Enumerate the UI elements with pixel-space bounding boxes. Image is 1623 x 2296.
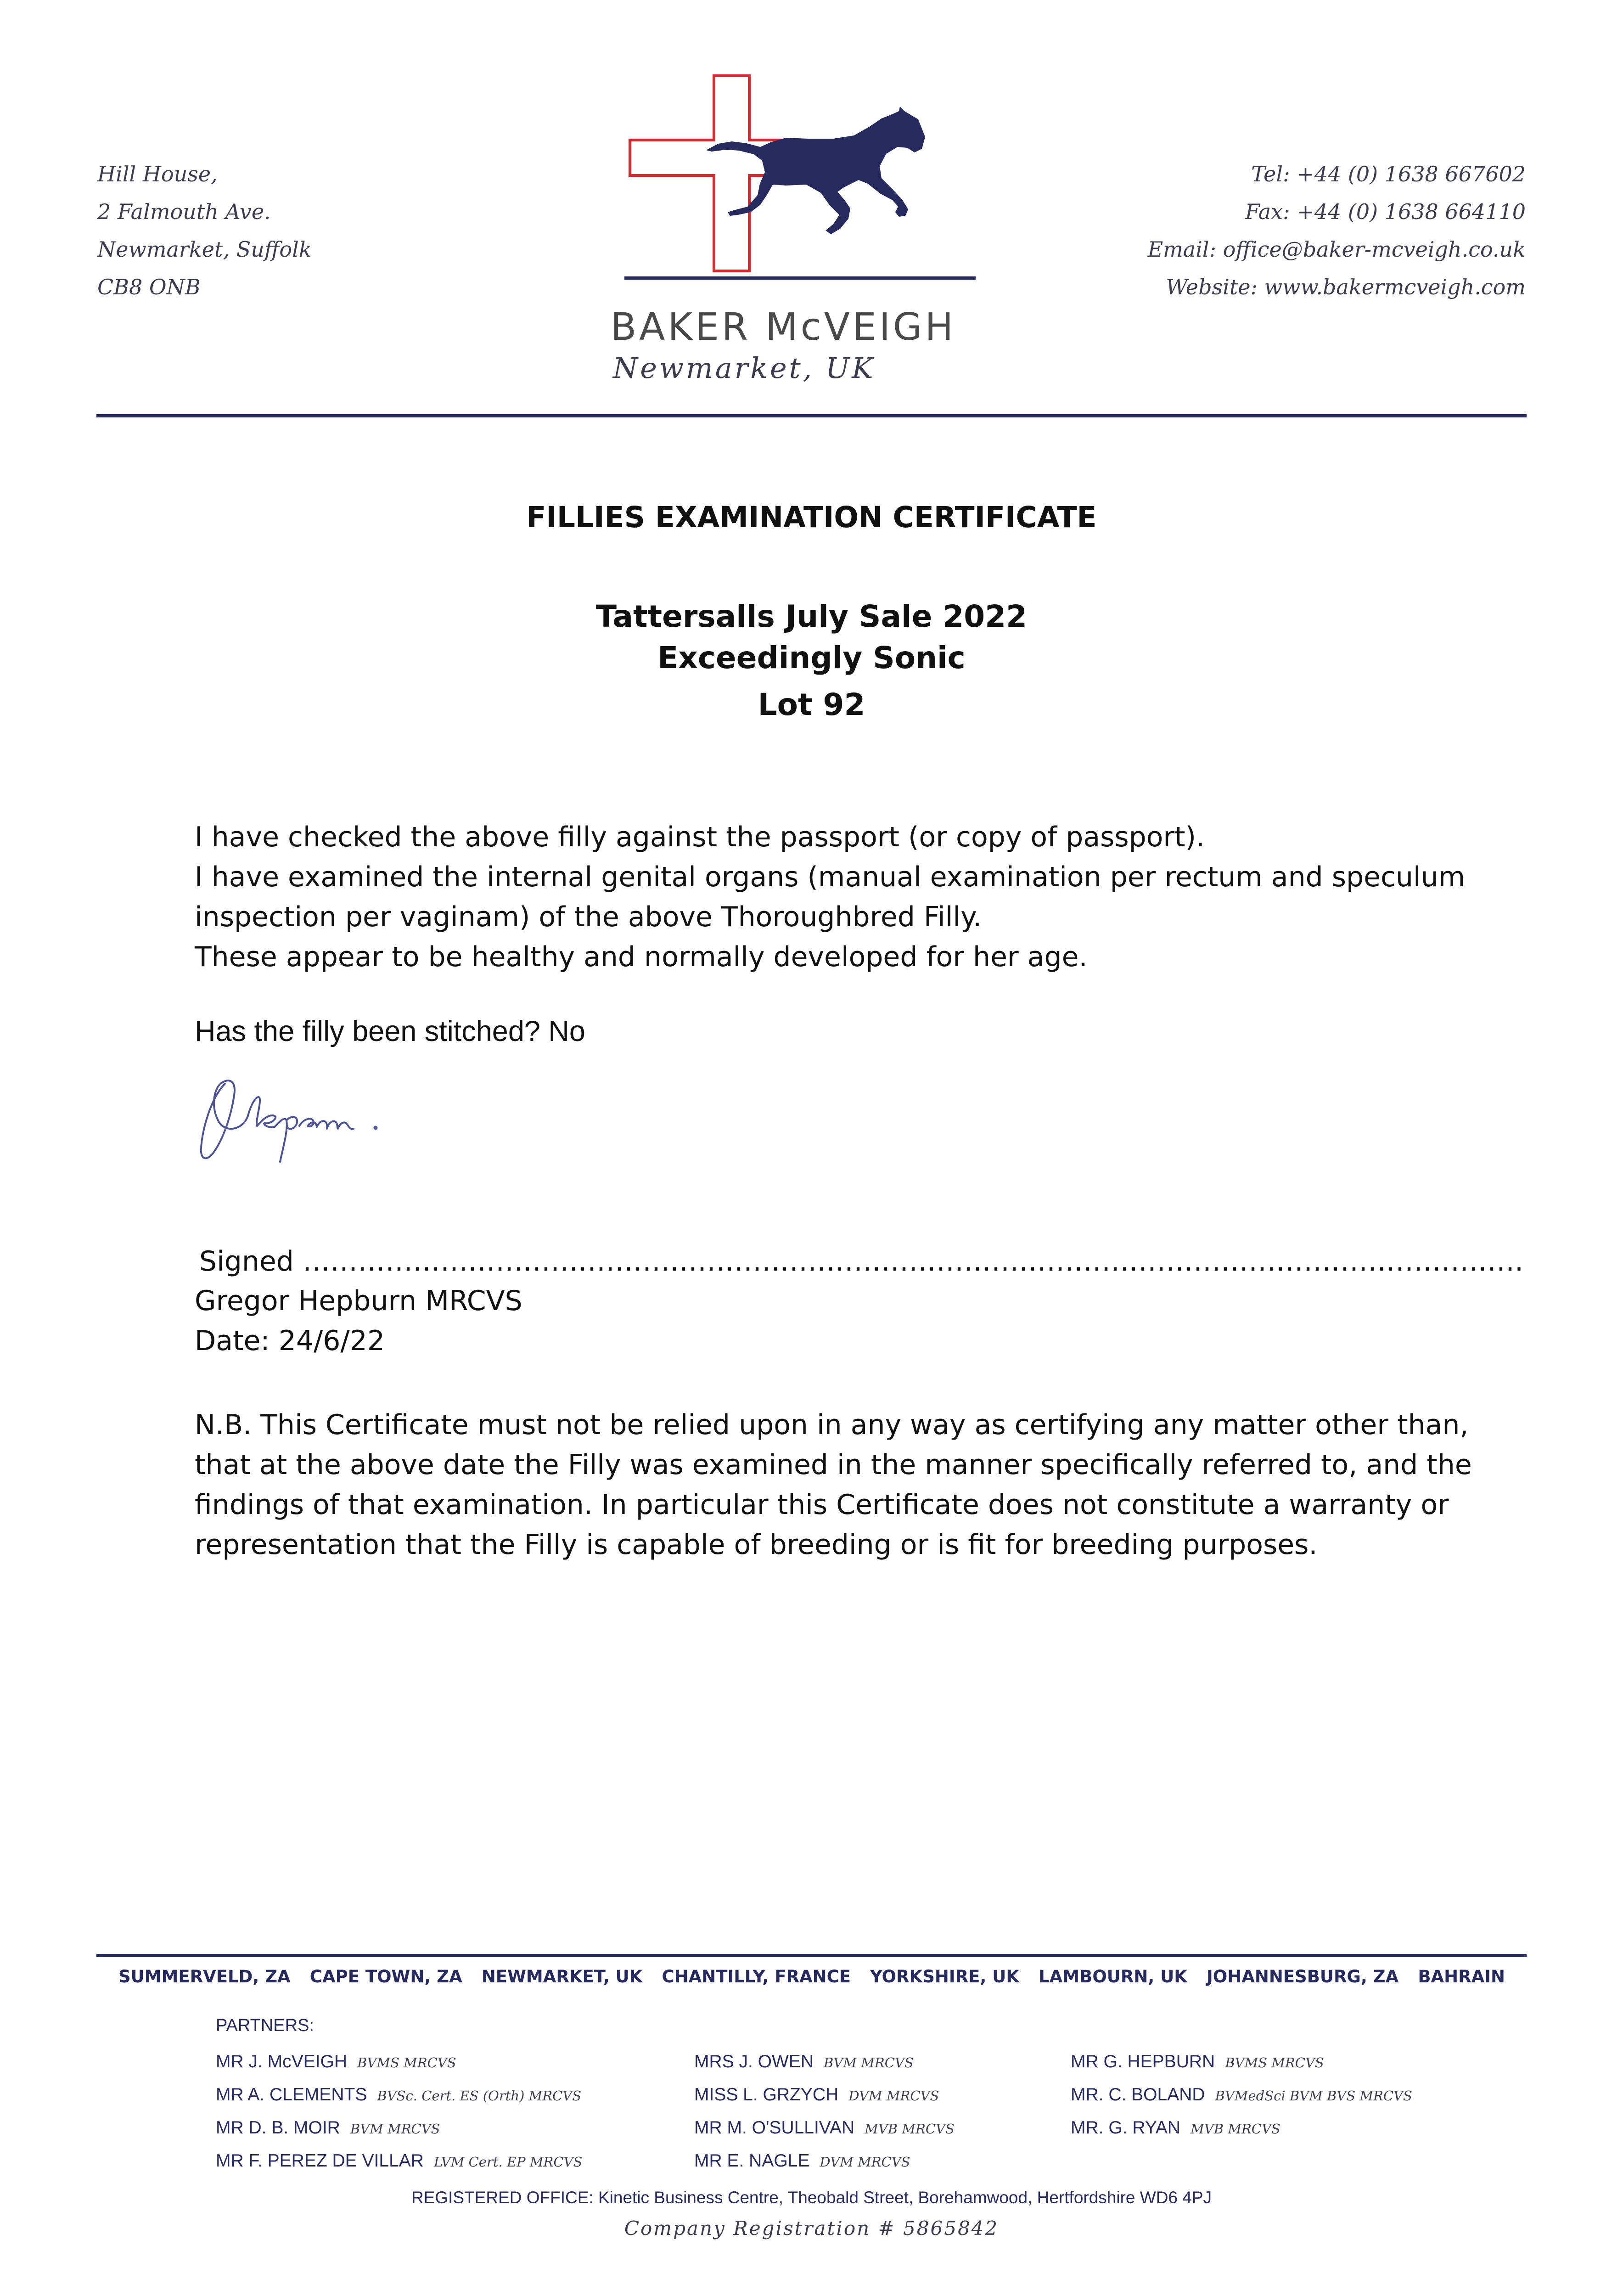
partner-qualifications: BVSc. Cert. ES (Orth) MRCVS [377, 2088, 582, 2104]
partner-qualifications: LVM Cert. EP MRCVS [433, 2154, 583, 2170]
signature-date: Date: 24/6/22 [195, 1325, 385, 1357]
disclaimer-line: that at the above date the Filly was examined in the manner specifically referred to, and the [195, 1449, 1472, 1481]
partner-qualifications: MVB MRCVS [1191, 2121, 1280, 2137]
partner-qualifications: BVMS MRCVS [357, 2055, 456, 2071]
partner-name: MR. G. RYAN [1071, 2118, 1181, 2138]
disclaimer [195, 1405, 1472, 1565]
partner-name: MR D. B. MOIR [216, 2118, 340, 2138]
partner-qualifications: BVMedSci BVM BVS MRCVS [1215, 2088, 1412, 2104]
fax-number: Fax: +44 (0) 1638 664110 [1245, 199, 1526, 224]
disclaimer-line: findings of that examination. In particular this Certificate does not constitute a warranty or [195, 1489, 1449, 1521]
partner-entry [694, 2046, 955, 2079]
brand-location: Newmarket, UK [613, 351, 876, 385]
partner-qualifications: DVM MRCVS [820, 2154, 910, 2170]
location-item: YORKSHIRE, UK [870, 1967, 1019, 1986]
company-registration: Company Registration # 5865842 [624, 2217, 999, 2240]
contact-block [1148, 155, 1526, 306]
partner-name: MR F. PEREZ DE VILLAR [216, 2151, 424, 2171]
partner-name: MR E. NAGLE [694, 2151, 810, 2171]
partner-entry [216, 2145, 582, 2178]
address-block [97, 155, 312, 306]
partner-entry [694, 2145, 955, 2178]
partner-name: MR M. O'SULLIVAN [694, 2118, 855, 2138]
address-line: CB8 ONB [97, 275, 201, 299]
phone-number: Tel: +44 (0) 1638 667602 [1251, 162, 1526, 186]
partner-entry [694, 2079, 955, 2112]
registered-office: REGISTERED OFFICE: Kinetic Business Centre, Theobald Street, Borehamwood, Hertfordshire WD6 4PJ [411, 2188, 1212, 2207]
partner-entry [1071, 2112, 1412, 2145]
partner-name: MR J. McVEIGH [216, 2052, 348, 2071]
lot-number: Lot 92 [758, 687, 865, 722]
partner-entry [216, 2079, 582, 2112]
partners-column [694, 2046, 955, 2178]
partner-qualifications: BVMS MRCVS [1225, 2055, 1324, 2071]
handwritten-signature [193, 1070, 413, 1176]
partner-qualifications: MVB MRCVS [865, 2121, 955, 2137]
statement-line: These appear to be healthy and normally developed for her age. [195, 941, 1088, 973]
location-item: NEWMARKET, UK [481, 1967, 643, 1986]
partner-entry [216, 2046, 582, 2079]
location-item: CHANTILLY, FRANCE [662, 1967, 851, 1986]
footer-divider [96, 1954, 1527, 1957]
header-divider [96, 414, 1527, 417]
location-item: BAHRAIN [1418, 1967, 1505, 1986]
email-address[interactable]: Email: office@baker-mcveigh.co.uk [1147, 237, 1526, 262]
partner-entry [1071, 2046, 1412, 2079]
signature-line: Signed ……………………………………………………………………………………………………………………. [199, 1245, 1524, 1277]
location-item: LAMBOURN, UK [1039, 1967, 1187, 1986]
page-title: FILLIES EXAMINATION CERTIFICATE [526, 501, 1097, 534]
partner-qualifications: DVM MRCVS [848, 2088, 939, 2104]
examination-statement [195, 817, 1466, 977]
partner-name: MR G. HEPBURN [1071, 2052, 1215, 2071]
statement-line: I have checked the above filly against the passport (or copy of passport). [195, 821, 1205, 853]
horse-icon [706, 107, 925, 234]
partners-column [1071, 2046, 1412, 2145]
partner-qualifications: BVM MRCVS [350, 2121, 440, 2137]
location-item: SUMMERVELD, ZA [118, 1967, 291, 1986]
disclaimer-line: representation that the Filly is capable of breeding or is fit for breeding purposes. [195, 1529, 1318, 1561]
partners-label: PARTNERS: [216, 2016, 314, 2035]
horse-name: Exceedingly Sonic [657, 640, 966, 675]
partner-qualifications: BVM MRCVS [824, 2055, 914, 2071]
statement-line: I have examined the internal genital organs (manual examination per rectum and speculum [195, 861, 1466, 893]
address-line: Newmarket, Suffolk [97, 237, 312, 262]
partner-name: MRS J. OWEN [694, 2052, 814, 2071]
location-item: JOHANNESBURG, ZA [1207, 1967, 1399, 1986]
stitched-question: Has the filly been stitched? No [195, 1015, 585, 1047]
address-line: 2 Falmouth Ave. [97, 199, 271, 224]
signer-name: Gregor Hepburn MRCVS [195, 1285, 522, 1317]
brand-name: BAKER McVEIGH [611, 305, 956, 349]
office-locations [118, 1967, 1505, 1986]
partner-entry [216, 2112, 582, 2145]
address-line: Hill House, [97, 162, 218, 186]
partner-entry [694, 2112, 955, 2145]
statement-line: inspection per vaginam) of the above Thoroughbred Filly. [195, 901, 982, 933]
disclaimer-line: N.B. This Certificate must not be relied upon in any way as certifying any matter other than, [195, 1409, 1469, 1441]
partner-name: MR A. CLEMENTS [216, 2085, 367, 2105]
sale-name: Tattersalls July Sale 2022 [595, 599, 1028, 634]
location-item: CAPE TOWN, ZA [309, 1967, 462, 1986]
horse-cross-logo [624, 69, 983, 326]
logo-underline [624, 276, 976, 280]
website-link[interactable]: Website: www.bakermcveigh.com [1166, 275, 1526, 299]
partner-name: MISS L. GRZYCH [694, 2085, 839, 2105]
partner-entry [1071, 2079, 1412, 2112]
partner-name: MR. C. BOLAND [1071, 2085, 1205, 2105]
partners-column [216, 2046, 582, 2178]
